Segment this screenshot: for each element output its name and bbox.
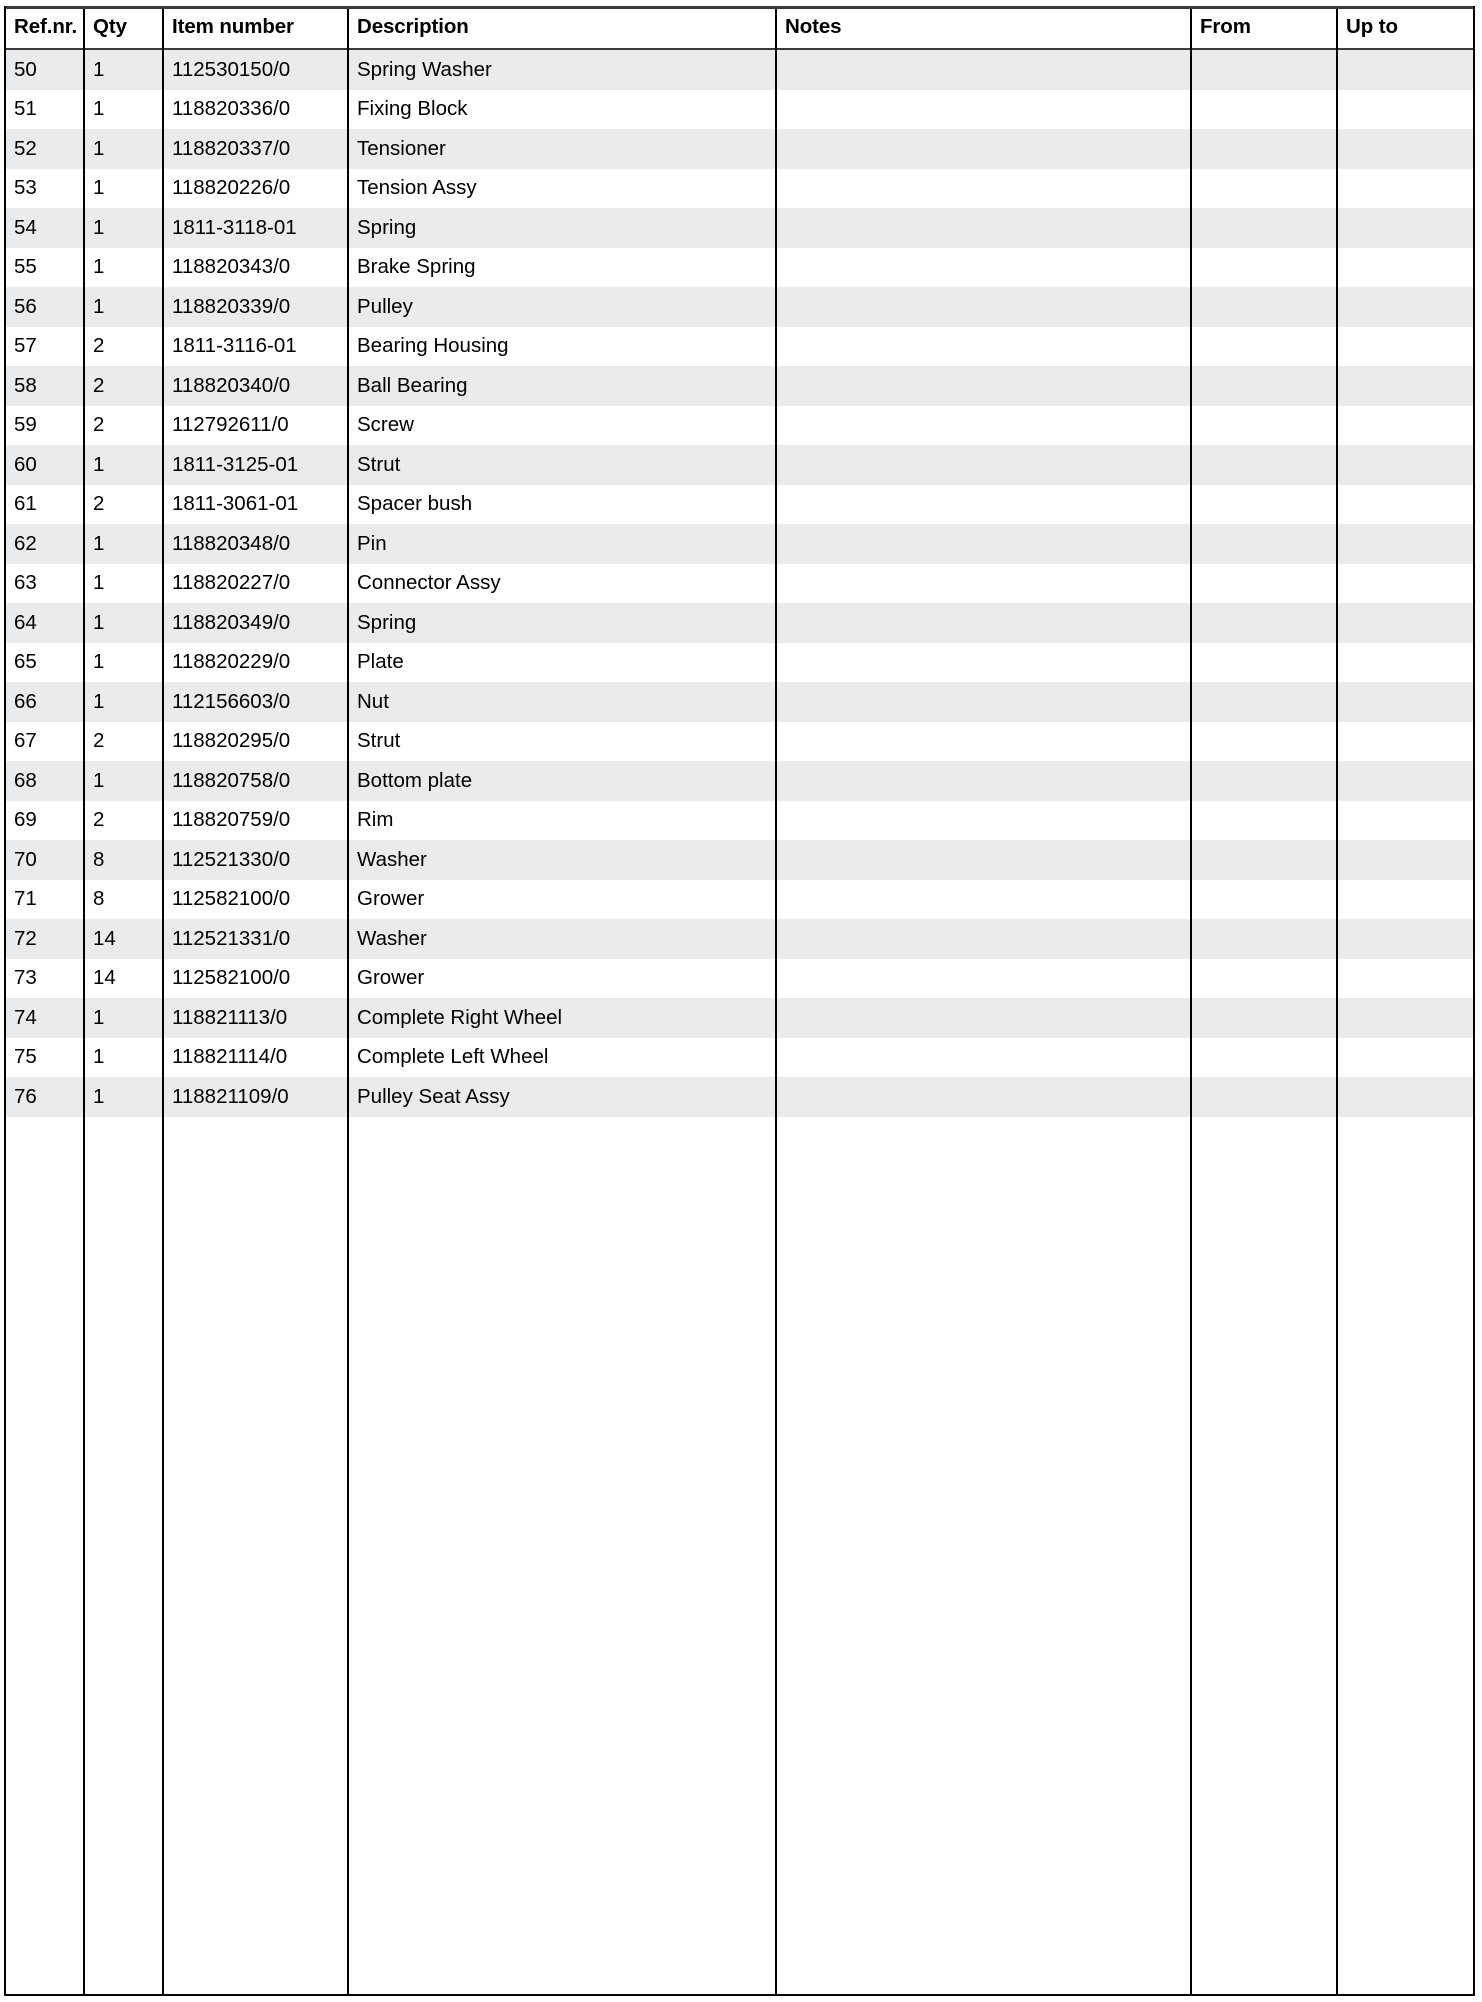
cell-ref: 60 xyxy=(4,445,83,485)
cell-item: 112156603/0 xyxy=(162,682,347,722)
cell-from xyxy=(1190,406,1336,446)
cell-notes xyxy=(775,524,1190,564)
table-row[interactable] xyxy=(4,1038,1475,1078)
table-row[interactable] xyxy=(4,524,1475,564)
cell-ref: 51 xyxy=(4,90,83,130)
table-right-border xyxy=(1473,6,1475,1996)
cell-qty: 8 xyxy=(83,880,162,920)
cell-upto xyxy=(1336,564,1475,604)
cell-item: 118820229/0 xyxy=(162,643,347,683)
cell-item: 112521330/0 xyxy=(162,840,347,880)
cell-ref: 68 xyxy=(4,761,83,801)
column-header-ref[interactable]: Ref.nr. xyxy=(4,6,83,49)
cell-item: 1811-3061-01 xyxy=(162,485,347,525)
cell-notes xyxy=(775,49,1190,90)
cell-upto xyxy=(1336,603,1475,643)
cell-notes xyxy=(775,603,1190,643)
cell-desc: Strut xyxy=(347,445,775,485)
cell-desc: Fixing Block xyxy=(347,90,775,130)
cell-notes xyxy=(775,327,1190,367)
cell-desc: Spring Washer xyxy=(347,49,775,90)
cell-ref: 59 xyxy=(4,406,83,446)
column-header-qty[interactable]: Qty xyxy=(83,6,162,49)
cell-from xyxy=(1190,840,1336,880)
cell-notes xyxy=(775,722,1190,762)
table-row[interactable] xyxy=(4,129,1475,169)
cell-ref: 56 xyxy=(4,287,83,327)
cell-upto xyxy=(1336,485,1475,525)
table-row[interactable] xyxy=(4,722,1475,762)
cell-notes xyxy=(775,1077,1190,1117)
cell-upto xyxy=(1336,445,1475,485)
cell-qty: 2 xyxy=(83,722,162,762)
cell-item: 112582100/0 xyxy=(162,880,347,920)
table-row[interactable] xyxy=(4,327,1475,367)
cell-upto xyxy=(1336,406,1475,446)
cell-item: 112792611/0 xyxy=(162,406,347,446)
cell-ref: 58 xyxy=(4,366,83,406)
cell-item: 118821109/0 xyxy=(162,1077,347,1117)
cell-from xyxy=(1190,524,1336,564)
table-row[interactable] xyxy=(4,840,1475,880)
table-row[interactable] xyxy=(4,169,1475,209)
cell-qty: 1 xyxy=(83,169,162,209)
cell-item: 118820295/0 xyxy=(162,722,347,762)
cell-upto xyxy=(1336,840,1475,880)
cell-upto xyxy=(1336,880,1475,920)
cell-notes xyxy=(775,998,1190,1038)
cell-ref: 61 xyxy=(4,485,83,525)
cell-ref: 71 xyxy=(4,880,83,920)
cell-from xyxy=(1190,49,1336,90)
table-row[interactable] xyxy=(4,761,1475,801)
cell-qty: 1 xyxy=(83,761,162,801)
cell-desc: Strut xyxy=(347,722,775,762)
cell-qty: 1 xyxy=(83,445,162,485)
cell-notes xyxy=(775,801,1190,841)
cell-qty: 1 xyxy=(83,90,162,130)
cell-notes xyxy=(775,761,1190,801)
header-row xyxy=(4,6,1475,49)
table-row[interactable] xyxy=(4,801,1475,841)
cell-ref: 74 xyxy=(4,998,83,1038)
cell-ref: 52 xyxy=(4,129,83,169)
cell-qty: 1 xyxy=(83,564,162,604)
cell-ref: 54 xyxy=(4,208,83,248)
cell-item: 112530150/0 xyxy=(162,49,347,90)
cell-qty: 14 xyxy=(83,919,162,959)
cell-from xyxy=(1190,564,1336,604)
cell-desc: Spacer bush xyxy=(347,485,775,525)
cell-desc: Plate xyxy=(347,643,775,683)
cell-item: 112582100/0 xyxy=(162,959,347,999)
cell-desc: Spring xyxy=(347,603,775,643)
cell-qty: 1 xyxy=(83,208,162,248)
cell-item: 118820339/0 xyxy=(162,287,347,327)
cell-ref: 53 xyxy=(4,169,83,209)
cell-item: 1811-3116-01 xyxy=(162,327,347,367)
cell-desc: Ball Bearing xyxy=(347,366,775,406)
parts-table-container xyxy=(4,6,1475,1996)
cell-desc: Complete Right Wheel xyxy=(347,998,775,1038)
cell-notes xyxy=(775,643,1190,683)
table-row[interactable] xyxy=(4,880,1475,920)
cell-upto xyxy=(1336,1077,1475,1117)
cell-qty: 1 xyxy=(83,682,162,722)
cell-qty: 8 xyxy=(83,840,162,880)
table-row[interactable] xyxy=(4,248,1475,288)
cell-from xyxy=(1190,90,1336,130)
cell-ref: 63 xyxy=(4,564,83,604)
cell-from xyxy=(1190,998,1336,1038)
table-header xyxy=(4,6,1475,49)
cell-upto xyxy=(1336,524,1475,564)
cell-notes xyxy=(775,90,1190,130)
cell-from xyxy=(1190,603,1336,643)
cell-notes xyxy=(775,564,1190,604)
cell-notes xyxy=(775,959,1190,999)
cell-ref: 72 xyxy=(4,919,83,959)
cell-qty: 1 xyxy=(83,1077,162,1117)
table-row[interactable] xyxy=(4,564,1475,604)
cell-desc: Screw xyxy=(347,406,775,446)
cell-from xyxy=(1190,643,1336,683)
cell-item: 118820349/0 xyxy=(162,603,347,643)
cell-upto xyxy=(1336,49,1475,90)
cell-item: 118821114/0 xyxy=(162,1038,347,1078)
cell-desc: Pin xyxy=(347,524,775,564)
cell-desc: Bottom plate xyxy=(347,761,775,801)
cell-from xyxy=(1190,248,1336,288)
cell-item: 118820340/0 xyxy=(162,366,347,406)
cell-qty: 1 xyxy=(83,248,162,288)
table-row[interactable] xyxy=(4,919,1475,959)
cell-qty: 2 xyxy=(83,406,162,446)
cell-item: 118820337/0 xyxy=(162,129,347,169)
cell-from xyxy=(1190,208,1336,248)
cell-from xyxy=(1190,801,1336,841)
cell-notes xyxy=(775,682,1190,722)
cell-desc: Washer xyxy=(347,840,775,880)
cell-qty: 14 xyxy=(83,959,162,999)
cell-upto xyxy=(1336,761,1475,801)
cell-ref: 66 xyxy=(4,682,83,722)
table-row[interactable] xyxy=(4,208,1475,248)
cell-from xyxy=(1190,761,1336,801)
cell-notes xyxy=(775,1038,1190,1078)
cell-from xyxy=(1190,1038,1336,1078)
table-row[interactable] xyxy=(4,998,1475,1038)
table-row[interactable] xyxy=(4,959,1475,999)
column-header-item[interactable]: Item number xyxy=(162,6,347,49)
cell-notes xyxy=(775,208,1190,248)
cell-notes xyxy=(775,840,1190,880)
cell-desc: Tensioner xyxy=(347,129,775,169)
cell-qty: 2 xyxy=(83,327,162,367)
cell-notes xyxy=(775,129,1190,169)
cell-desc: Rim xyxy=(347,801,775,841)
cell-item: 112521331/0 xyxy=(162,919,347,959)
cell-from xyxy=(1190,722,1336,762)
table-row[interactable] xyxy=(4,643,1475,683)
cell-upto xyxy=(1336,169,1475,209)
cell-from xyxy=(1190,327,1336,367)
cell-item: 118820336/0 xyxy=(162,90,347,130)
cell-desc: Pulley xyxy=(347,287,775,327)
column-header-notes[interactable]: Notes xyxy=(775,6,1190,49)
cell-notes xyxy=(775,169,1190,209)
cell-ref: 67 xyxy=(4,722,83,762)
cell-upto xyxy=(1336,129,1475,169)
cell-upto xyxy=(1336,919,1475,959)
table-row[interactable] xyxy=(4,49,1475,90)
cell-notes xyxy=(775,248,1190,288)
cell-from xyxy=(1190,682,1336,722)
cell-from xyxy=(1190,485,1336,525)
cell-ref: 75 xyxy=(4,1038,83,1078)
table-row[interactable] xyxy=(4,287,1475,327)
table-row[interactable] xyxy=(4,485,1475,525)
cell-qty: 1 xyxy=(83,129,162,169)
cell-qty: 1 xyxy=(83,998,162,1038)
cell-notes xyxy=(775,919,1190,959)
cell-qty: 2 xyxy=(83,366,162,406)
cell-item: 118820348/0 xyxy=(162,524,347,564)
cell-qty: 1 xyxy=(83,49,162,90)
cell-qty: 1 xyxy=(83,287,162,327)
cell-desc: Grower xyxy=(347,959,775,999)
table-row[interactable] xyxy=(4,366,1475,406)
parts-table xyxy=(4,6,1475,1117)
cell-ref: 55 xyxy=(4,248,83,288)
cell-upto xyxy=(1336,327,1475,367)
cell-upto xyxy=(1336,1038,1475,1078)
cell-desc: Nut xyxy=(347,682,775,722)
cell-from xyxy=(1190,366,1336,406)
table-row[interactable] xyxy=(4,1077,1475,1117)
cell-upto xyxy=(1336,366,1475,406)
cell-from xyxy=(1190,919,1336,959)
cell-item: 1811-3118-01 xyxy=(162,208,347,248)
cell-ref: 76 xyxy=(4,1077,83,1117)
cell-desc: Washer xyxy=(347,919,775,959)
cell-notes xyxy=(775,366,1190,406)
cell-desc: Brake Spring xyxy=(347,248,775,288)
cell-desc: Connector Assy xyxy=(347,564,775,604)
table-body xyxy=(4,49,1475,1117)
cell-qty: 1 xyxy=(83,1038,162,1078)
cell-upto xyxy=(1336,287,1475,327)
table-bottom-border xyxy=(4,1994,1475,1996)
cell-qty: 1 xyxy=(83,524,162,564)
table-empty-area xyxy=(4,1117,1475,1994)
column-header-desc[interactable]: Description xyxy=(347,6,775,49)
cell-ref: 69 xyxy=(4,801,83,841)
cell-notes xyxy=(775,880,1190,920)
cell-ref: 62 xyxy=(4,524,83,564)
cell-from xyxy=(1190,129,1336,169)
cell-from xyxy=(1190,959,1336,999)
cell-item: 1811-3125-01 xyxy=(162,445,347,485)
cell-ref: 57 xyxy=(4,327,83,367)
cell-notes xyxy=(775,287,1190,327)
cell-from xyxy=(1190,169,1336,209)
cell-desc: Pulley Seat Assy xyxy=(347,1077,775,1117)
cell-notes xyxy=(775,485,1190,525)
cell-item: 118820343/0 xyxy=(162,248,347,288)
cell-from xyxy=(1190,880,1336,920)
cell-upto xyxy=(1336,90,1475,130)
cell-ref: 73 xyxy=(4,959,83,999)
column-header-upto[interactable]: Up to xyxy=(1336,6,1475,49)
cell-from xyxy=(1190,1077,1336,1117)
cell-from xyxy=(1190,445,1336,485)
cell-desc: Tension Assy xyxy=(347,169,775,209)
cell-from xyxy=(1190,287,1336,327)
table-row[interactable] xyxy=(4,603,1475,643)
cell-desc: Spring xyxy=(347,208,775,248)
table-row[interactable] xyxy=(4,406,1475,446)
cell-desc: Grower xyxy=(347,880,775,920)
cell-notes xyxy=(775,445,1190,485)
cell-ref: 65 xyxy=(4,643,83,683)
table-left-border xyxy=(4,6,6,1996)
table-row[interactable] xyxy=(4,90,1475,130)
cell-ref: 70 xyxy=(4,840,83,880)
cell-qty: 2 xyxy=(83,485,162,525)
cell-upto xyxy=(1336,998,1475,1038)
cell-upto xyxy=(1336,248,1475,288)
cell-desc: Complete Left Wheel xyxy=(347,1038,775,1078)
table-row[interactable] xyxy=(4,682,1475,722)
column-header-from[interactable]: From xyxy=(1190,6,1336,49)
cell-item: 118820226/0 xyxy=(162,169,347,209)
table-row[interactable] xyxy=(4,445,1475,485)
cell-qty: 1 xyxy=(83,603,162,643)
cell-item: 118820227/0 xyxy=(162,564,347,604)
cell-ref: 50 xyxy=(4,49,83,90)
cell-item: 118820759/0 xyxy=(162,801,347,841)
cell-item: 118821113/0 xyxy=(162,998,347,1038)
cell-ref: 64 xyxy=(4,603,83,643)
cell-upto xyxy=(1336,801,1475,841)
table-top-border xyxy=(4,6,1475,9)
cell-desc: Bearing Housing xyxy=(347,327,775,367)
cell-qty: 2 xyxy=(83,801,162,841)
cell-notes xyxy=(775,406,1190,446)
cell-item: 118820758/0 xyxy=(162,761,347,801)
cell-upto xyxy=(1336,643,1475,683)
cell-upto xyxy=(1336,208,1475,248)
cell-upto xyxy=(1336,959,1475,999)
cell-upto xyxy=(1336,722,1475,762)
cell-upto xyxy=(1336,682,1475,722)
cell-qty: 1 xyxy=(83,643,162,683)
